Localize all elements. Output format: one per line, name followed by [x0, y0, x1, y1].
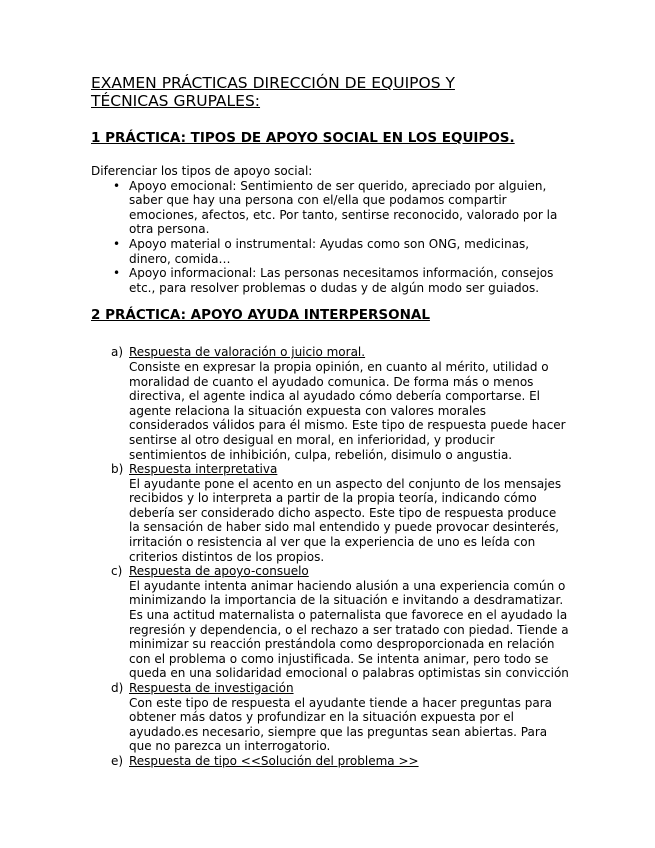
document-page — [91, 75, 569, 769]
list-item-letter: c) — [111, 564, 123, 579]
list-item-text: Apoyo emocional: Sentimiento de ser querido, apreciado por alguien, saber que hay una persona con el/ella que podamos compartir emociones, afectos, etc. Por tanto, sentirse reconocido, valorado por la otra persona. — [129, 178, 558, 237]
list-item-heading: Respuesta de apoyo-consuelo — [129, 564, 309, 579]
list-item-letter: b) — [111, 462, 124, 477]
list-item-text: Con este tipo de respuesta el ayudante tiende a hacer preguntas para obtener más datos y profundizar en la situación expuesta por el ayudado.es necesario, siempre que las preguntas sean abiertas. Para que no parezca un interrogatorio. — [129, 695, 552, 754]
list-item-letter: e) — [111, 753, 124, 768]
list-item — [91, 681, 569, 754]
list-item-text: El ayudante pone el acento en un aspecto del conjunto de los mensajes recibidos y lo interpreta a partir de la propia teoría, indicando cómo debería ser considerado dicho aspecto. Este tipo de respuesta produce la sensación de haber sido mal entendido y puede provocar desinterés, irritación o resistencia al ver que la experiencia de uno es leída con criterios distintos de los propios. — [129, 476, 562, 564]
list-item — [91, 462, 569, 564]
list-item-letter: a) — [111, 345, 124, 360]
list-item-text: Apoyo material o instrumental: Ayudas como son ONG, medicinas, dinero, comida… — [129, 236, 530, 266]
practice1-heading: 1 PRÁCTICA: TIPOS DE APOYO SOCIAL EN LOS EQUIPOS. — [91, 130, 515, 146]
social-support-list — [91, 179, 569, 296]
list-item-heading: Respuesta de investigación — [129, 681, 294, 695]
list-item-text: Apoyo informacional: Las personas necesitamos información, consejos etc., para resolver problemas o dudas y de algún modo ser guiados. — [129, 266, 554, 295]
bullet-icon: • — [113, 236, 121, 251]
list-item — [91, 179, 569, 237]
list-item — [91, 237, 569, 266]
list-item — [91, 266, 569, 295]
list-item-heading: Respuesta de valoración o juicio moral. — [129, 345, 366, 360]
list-item-heading: Respuesta de tipo <<Solución del problema >> — [129, 753, 419, 768]
list-item — [91, 345, 569, 462]
list-item — [91, 564, 569, 681]
bullet-icon: • — [113, 266, 121, 281]
list-item-text: El ayudante intenta animar haciendo alusión a una experiencia común o minimizando la importancia de la situación e invitando a desdramatizar. Es una actitud maternalista o paternalista que favorece en el ayudado la regresión y dependencia, o el rechazo a ser tratado con piedad. Tiende a minimizar su reacción prestándola como desproporcionada en relación con el problema o como injustificada. Se intenta animar, pero todo se queda en una solidaridad emocional o palabras optimistas sin convicción — [129, 578, 569, 681]
list-item-text: Consiste en expresar la propia opinión, en cuanto al mérito, utilidad o moralidad de cuanto el ayudado comunica. De forma más o menos directiva, el agente indica al ayudado cómo debería comportarse. El agente relaciona la situación expuesta con valores morales considerados válidos para él mismo. Este tipo de respuesta puede hacer sentirse al otro desigual en moral, en inferioridad, y producir sentimientos de inhibición, culpa, rebelión, disimulo o angustia. — [129, 359, 566, 462]
response-types-list — [91, 345, 569, 768]
list-item-letter: d) — [111, 681, 124, 695]
practice1-intro: Diferenciar los tipos de apoyo social: — [91, 164, 313, 178]
bullet-icon: • — [113, 178, 121, 193]
document-title: EXAMEN PRÁCTICAS DIRECCIÓN DE EQUIPOS Y TÉCNICAS GRUPALES: — [91, 74, 455, 110]
list-item — [91, 754, 569, 769]
list-item-heading: Respuesta interpretativa — [129, 462, 278, 477]
practice2-heading: 2 PRÁCTICA: APOYO AYUDA INTERPERSONAL — [91, 307, 430, 324]
